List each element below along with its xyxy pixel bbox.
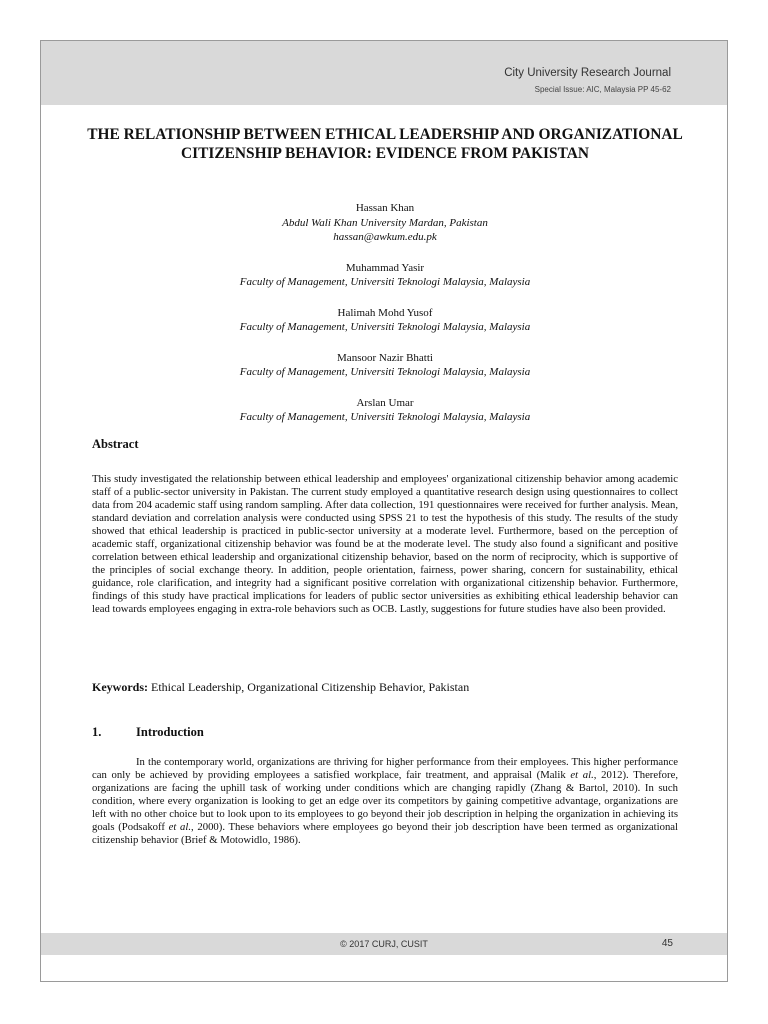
abstract-text: This study investigated the relationship between ethical leadership and employees' organizational citizenship behavior among academic staff of a public-sector university in Pakistan. The current study employed a quantitative research design using questionnaires to collect data from 204 academic staff using random sampling. After data collection, 191 questionnaires were received for further analysis. Mean, standard deviation and correlation analysis were conducted using SPSS 21 to test the hypothesis of this study. The results of the study showed that ethical leadership is practiced in public-sector university at a moderate level. Furthermore, based on the perception of academic staff, organizational citizenship behavior was found be at the moderate level. The study also found a significant and positive correlation between ethical leadership and organizational citizenship behavior, based on the norm of reciprocity, which is supportive of the principles of social exchange theory. In addition, people orientation, fairness, power sharing, concern for sustainability, ethical guidance, role clarification, and integrity had a significant positive correlation with organizational citizenship behavior. Furthermore, findings of this study have practical implications for leaders of public sector universities as exhibiting ethical leadership behavior can lead towards employees engaging in extra-role behaviors such as OCB. Lastly, suggestions for future studies have also been provided. <box>92 473 678 615</box>
keywords-line <box>92 680 678 695</box>
intro-paragraph <box>92 756 678 847</box>
intro-text: , 2000). These behaviors where employees go beyond their job description have been termed as organizational citizenship behavior (Brief & Motowidlo, 1986). <box>92 821 678 846</box>
abstract-heading: Abstract <box>92 437 139 451</box>
page-header <box>41 41 727 105</box>
section-title: Introduction <box>136 725 204 739</box>
author-name: Muhammad Yasir <box>345 261 425 274</box>
author-name: Arslan Umar <box>356 396 414 409</box>
author-block <box>81 306 689 335</box>
intro-citation-etal: et al. <box>570 769 594 781</box>
document-page <box>40 40 728 982</box>
author-name: Mansoor Nazir Bhatti <box>337 351 433 364</box>
intro-text: In the contemporary world, organizations are thriving for higher performance from their employees. This higher performance can only be achieved by providing employees a satisfied workplace, fair treatment, and appraisal (Malik <box>92 756 678 781</box>
author-block <box>81 396 689 425</box>
author-block <box>81 351 689 380</box>
section-number: 1. <box>92 725 102 739</box>
author-email: hassan@awkum.edu.pk <box>333 231 437 243</box>
intro-citation-etal: et al. <box>168 821 192 833</box>
author-affiliation: Faculty of Management, Universiti Teknologi Malaysia, Malaysia <box>239 411 531 423</box>
author-affiliation: Faculty of Management, Universiti Teknologi Malaysia, Malaysia <box>239 321 531 333</box>
journal-issue: Special Issue: AIC, Malaysia PP 45-62 <box>534 85 671 94</box>
paper-title: THE RELATIONSHIP BETWEEN ETHICAL LEADERSHIP AND ORGANIZATIONAL CITIZENSHIP BEHAVIOR: EVIDENCE FROM PAKISTAN <box>87 126 683 162</box>
keywords-label: Keywords: <box>92 680 148 694</box>
journal-name: City University Research Journal <box>504 67 671 79</box>
author-block <box>81 201 689 245</box>
section-heading <box>92 725 204 740</box>
author-name: Halimah Mohd Yusof <box>337 306 433 319</box>
page-number: 45 <box>661 938 673 949</box>
page-footer <box>41 933 727 955</box>
author-name: Hassan Khan <box>355 202 415 214</box>
intro-text: , 2012). Therefore, organizations are facing the uphill task of working under conditions which are changing rapidly (Zhang & Bartol, 2010). In such condition, where every organization is looking to get an edge over its competitors by gaining competitive advantage, organizations are left with no other choice but to look upon to its employees to go beyond their job description in helping the organization in achieving its goals (Podsakoff <box>92 769 678 833</box>
keywords-text: Ethical Leadership, Organizational Citizenship Behavior, Pakistan <box>151 680 470 694</box>
author-affiliation: Faculty of Management, Universiti Teknologi Malaysia, Malaysia <box>239 366 531 378</box>
author-list <box>81 201 689 441</box>
footer-copyright: © 2017 CURJ, CUSIT <box>340 939 428 949</box>
author-affiliation: Faculty of Management, Universiti Teknologi Malaysia, Malaysia <box>239 276 531 288</box>
author-block <box>81 261 689 290</box>
author-affiliation: Abdul Wali Khan University Mardan, Pakistan <box>282 216 488 229</box>
